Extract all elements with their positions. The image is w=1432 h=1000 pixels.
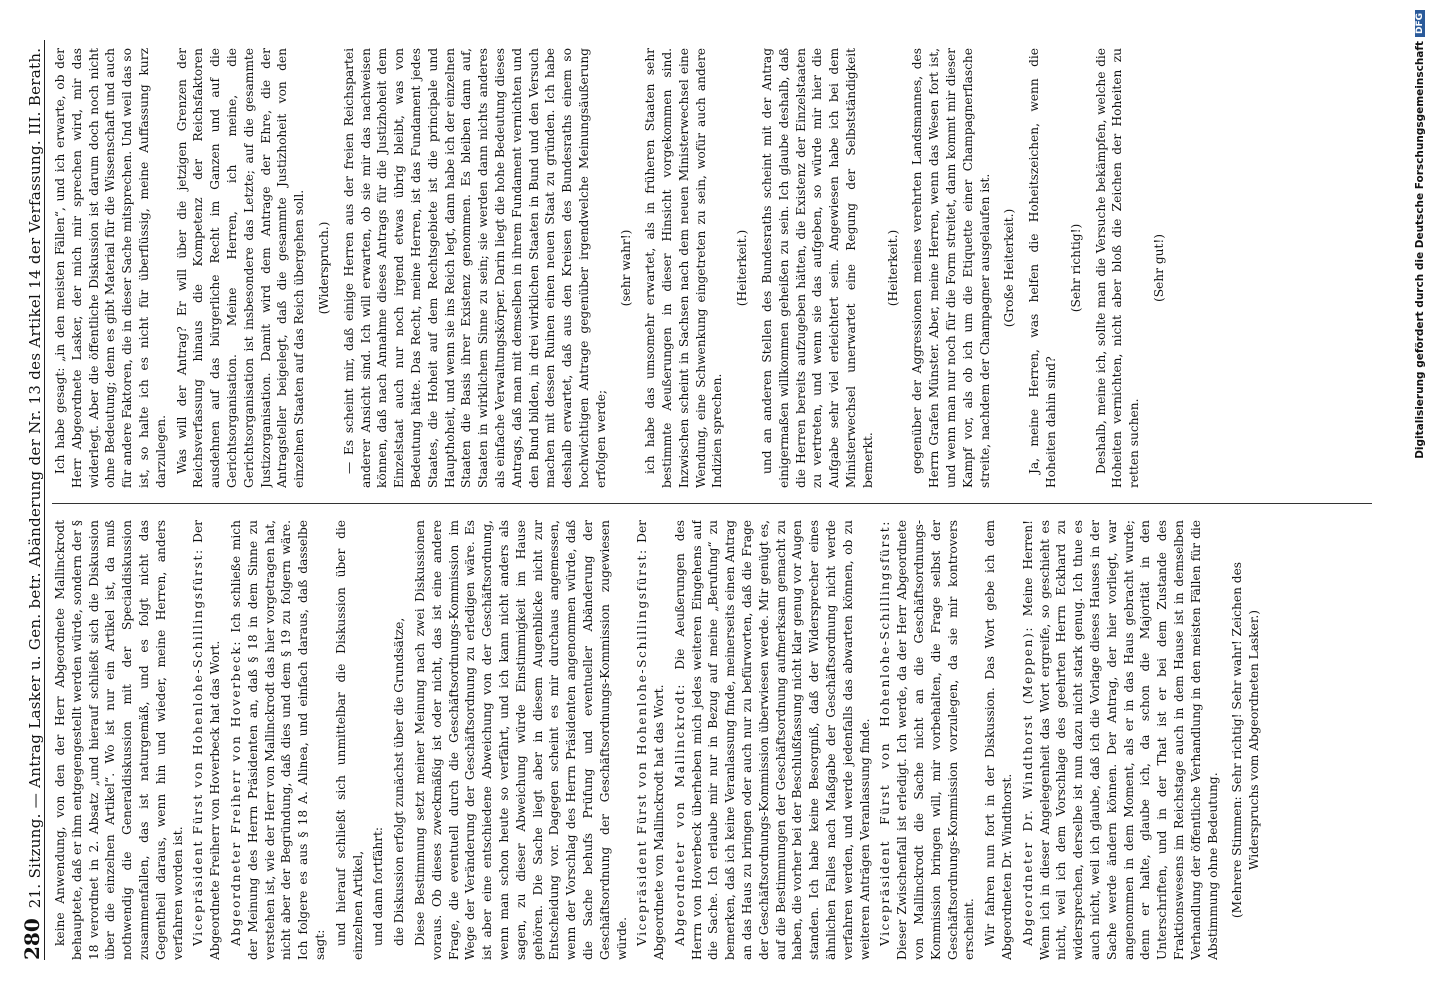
speech-text: Der Abgeordnete Freiherr von Hoverbeck hat das Wort. bbox=[191, 520, 223, 960]
reaction-text: (Mehrere Stimmen: Sehr richtig! Sehr wahr! Zeichen des Widerspruchs vom Abgeordneten Lasker.) bbox=[1230, 561, 1262, 919]
speaker-name: Vicepräsident Fürst von Hohenlohe-Schillingsfürst: bbox=[191, 542, 206, 946]
speech-text: Die Aeußerungen des Herrn von Hoverbeck überheben mich jedes weiteren Eingehens auf die Sache. Ich erlaube mir nur in Bezug auf meine „Berufung“ zu bemerken, daß ich keine Veranlassung finde, meinerseits einen Antrag an das Haus zu bringen oder auch nur zu befürworten, daß die Frage der Geschäftsordnungs-Kommission überwiesen werde. Mir genügt es, auf die Bestimmungen der Geschäftsordnung aufmerksam gemacht zu haben, die vorher bei der Beschlußfassung nicht klar genug vor Augen standen. Ich habe keine Besorgniß, daß der Widersprecher eines ähnlichen Falles nach Maßgabe der Geschäftsordnung nicht werde verfahren werden, und werde jedenfalls das abwarten können, ob zu weiteren Anträgen Veranlassung finde. bbox=[672, 520, 872, 960]
body-paragraph: Wir fahren nun fort in der Diskussion. Das Wort gebe ich dem Abgeordneten Dr. Windthorst. bbox=[983, 520, 1015, 960]
body-paragraph: — Es scheint mir, daß einige Herren aus der freien Reichspartei anderer Ansicht sind. Ich will erwarten, ob sie mir das nachweisen können, daß nach Annahme dieses Antrags für die Justizhoheit dem Einzelstaat auch nur noch irgend etwas übrig bleibt, was von Bedeutung hätte. Das Recht, meine Herren, ist das Fundament jedes Staates, die Hoheit auf dem Rechtsgebiete ist die principale und Haupthoheit, und wenn sie ins Reich legt, dann habe ich der einzelnen Staaten die Basis ihrer Existenz genommen. Es bleiben dann auf, Staaten in wirklichem Sinne zu sein; sie werden dann nichts anderes als einfache Verwaltungskörper. Darin liegt die hohe Bedeutung dieses Antrags, daß man mit demselben in ihrem Fundament vernichten und den Bund bilden, in drei wirklichen Staaten in Bund und den Versuch machen mit dessen Ruinen einen neuen Staat zu gründen. Ich habe deshalb erwartet, daß aus den Kreisen des Bundesraths einem so hochwichtigen Antrage gegenüber irgendwelche Meinungsäußerung erfolgen werde; bbox=[341, 48, 608, 488]
speaker-name: Abgeordneter von Mallinckrodt: bbox=[672, 669, 687, 946]
body-paragraph: die Diskussion erfolgt zunächst über die Grundsätze, bbox=[392, 617, 407, 946]
body-paragraph: Diese Bestimmung setzt meiner Meinung nach zwei Diskussionen voraus. Ob dieses zweckmäßig ist oder nicht, das ist eine andere Frage, die eventuell durch die Geschäftsordnungs-Kommission im Wege der Veränderung der Geschäftsordnung zu erledigen wäre. Es ist aber eine entschiedene Abweichung von der Geschäftsordnung, wenn man schon heute so verfährt, und ich kann nicht anders als sagen, zu dieser Abweichung würde Einstimmigkeit im Hause gehören. Die Sache liegt aber in diesem Augenblicke nicht zur Entscheidung vor. Dagegen scheint es mir durchaus angemessen, wenn der Vorschlag des Herrn Präsidenten angenommen würde, daß die Sache behufs Prüfung und eventueller Abänderung der Geschäftsordnung der Geschäftsordnungs-Kommission zugewiesen würde. bbox=[412, 520, 629, 960]
speaker-paragraph bbox=[877, 520, 978, 960]
running-title: 21. Sitzung. — Antrag Lasker u. Gen. betr. Abänderung der Nr. 13 des Artikel 14 der Verfassung. III. Berath. bbox=[26, 47, 44, 909]
body-paragraph: ich habe das umsomehr erwartet, als in früheren Staaten sehr bestimmte Aeußerungen in dieser Hinsicht vorgekommen sind. Inzwischen scheint in Sachsen nach dem neuen Ministerwechsel eine Wendung, eine Schwenkung eingetreten zu sein, wofür auch andere Indizien sprechen. bbox=[643, 48, 725, 488]
reaction-note bbox=[1229, 520, 1263, 960]
column-divider bbox=[52, 503, 1372, 504]
reaction-text: (Heiterkeit.) bbox=[735, 229, 750, 307]
speaker-paragraph bbox=[1020, 520, 1222, 960]
reaction-text: (Sehr gut!) bbox=[1152, 233, 1167, 303]
body-paragraph: und dann fortfährt: bbox=[371, 826, 386, 946]
reaction-text: (Widerspruch.) bbox=[316, 221, 331, 315]
side-margin bbox=[1404, 0, 1432, 1000]
reaction-text: (Große Heiterkeit.) bbox=[1002, 208, 1017, 328]
reaction-text: (Heiterkeit.) bbox=[885, 229, 900, 307]
reaction-note bbox=[618, 48, 635, 488]
body-paragraph: und hierauf schließt sich unmittelbar die Diskussion über die einzelnen Artikel, bbox=[333, 520, 365, 960]
speaker-paragraph bbox=[190, 520, 224, 960]
speaker-paragraph bbox=[228, 520, 329, 960]
body-paragraph: Ich habe gesagt: „in den meisten Fällen“, und ich erwarte, ob der Herr Abgeordnete Lasker, der mich mir sprechen wird, mir das widerlegt. Aber die öffentliche Diskussion ist darum doch noch nicht ohne Bedeutung; denn es gibt Material für die Wissenschaft und auch für andere Faktoren, die in dieser Sache mitsprechen. Und weil das so ist, so halte ich es nicht für überflüssig, meine Auffassung kurz darzulegen. bbox=[53, 48, 168, 488]
body-paragraph: und an anderen Stellen des Bundesraths scheint mit der Antrag einigermaßen willkommen geheißen zu sein. Ich glaube deshalb, daß die Herren bereits aufzugeben hätten, die Existenz der Einzelstaaten zu vertreten, und wenn sie das aufgeben, so würde mir hier die Aufgabe sehr viel erleichtert sein. Angewiesen habe ich bei dem Ministerwechsel unerwartet eine Regung der Selbstständigkeit bemerkt. bbox=[760, 48, 875, 488]
page-header bbox=[14, 40, 45, 960]
reaction-note bbox=[1001, 48, 1018, 488]
speaker-paragraph bbox=[672, 520, 874, 960]
dfg-logo: DFG bbox=[1415, 10, 1425, 37]
speaker-name: Vicepräsident Fürst von Hohenlohe-Schillingsfürst: bbox=[635, 542, 650, 946]
reaction-note bbox=[1151, 48, 1168, 488]
left-column bbox=[52, 520, 1382, 960]
speaker-name: Vicepräsident Fürst von Hohenlohe-Schillingsfürst: bbox=[878, 520, 893, 946]
speech-text: Ich schließe mich der Meinung des Herrn Präsidenten an, daß § 18 in dem Sinne zu verstehen ist, wie der Herr von Mallinckrodt das hier vorgetragen hat, nicht aber der Begründung, daß dies und dem § 19 zu folgern wäre. Ich folgere es aus § 18 A. Alinea, und einfach daraus, daß dasselbe sagt: bbox=[228, 520, 327, 960]
reaction-note bbox=[1068, 48, 1085, 488]
reaction-text: (sehr wahr!) bbox=[618, 229, 633, 307]
body-paragraph: keine Anwendung, von den der Herr Abgeordnete Mallinckrodt behauptete, daß er ihm entgegengestellt werden würde, sondern der § 18 verordnet in 2. Absatz „und hierauf schließt sich die Diskussion über die einzelnen Artikel“. Wo ist nur ein Artikel ist, da muß nothwendig die Generaldiskussion mit der Specialdiskussion zusammenfallen, das ist naturgemäß, und es folgt nicht das Gegentheil daraus, wenn hin und wieder, meine Herren, anders verfahren worden ist. bbox=[53, 520, 185, 960]
body-paragraph: Ja, meine Herren, was helfen die Hoheitszeichen, wenn die Hoheiten dahin sind? bbox=[1027, 48, 1059, 488]
reaction-note bbox=[734, 48, 751, 488]
digitization-credit bbox=[1406, 0, 1432, 1000]
speaker-name: Abgeordneter Dr. Windthorst (Meppen): bbox=[1020, 616, 1035, 946]
speaker-paragraph bbox=[634, 520, 668, 960]
speech-text: Meine Herren! Wenn ich in dieser Angelegenheit das Wort ergreife, so geschieht es nicht, weil ich dem Vorschlage des geehrten Herrn Eckhard zu widersprechen, derselbe ist nun dazu nicht stark genug. Ich thue es auch nicht, weil ich glaube, daß ich die Vorlage dieses Hauses in der Sache werde ändern können. Der Antrag, der hier vorliegt, war angenommen in dem Moment, als er in das Haus gebracht wurde; denn er halte, glaube ich, da schon die Majorität in den Unterschriften, und in der That ist er bei dem Zustande des Fraktionswesens im Reichstage auch in dem Hause ist in demselben Verhandlung der öffentliche Verhandlung in den meisten Fällen für die Abstimmung ohne Bedeutung. bbox=[1020, 520, 1220, 960]
right-column bbox=[52, 48, 1382, 488]
speech-text: Dieser Zwischenfall ist erledigt. Ich werde, da der Herr Abgeordnete von Mallinckrodt die Sache nicht an die Geschäftsordnungs-Kommission bringen will, mir vorbehalten, die Frage selbst der Geschäftsordnungs-Kommission vorzulegen, da sie mir kontrovers erscheint. bbox=[895, 520, 977, 960]
speaker-name: Abgeordneter Freiherr von Hoverbeck: bbox=[228, 632, 243, 946]
page-number: 280 bbox=[20, 918, 44, 960]
body-paragraph: Deshalb, meine ich, sollte man die Versuche bekämpfen, welche die Hoheiten vernichten, nicht aber bloß die Zeichen der Hoheiten zu retten suchen. bbox=[1093, 48, 1142, 488]
reaction-note bbox=[316, 48, 333, 488]
body-paragraph: gegenüber der Aggressionen meines verehrten Landsmannes, des Herrn Grafen Münster. Aber, meine Herren, wenn das Wesen fort ist, und wenn man nur noch für die Form streitet, dann kommt mir dieser Kampf vor, als ob ich um die Etiquette einer Champagnerflasche streite, nachdem der Champagner ausgelaufen ist. bbox=[910, 48, 992, 488]
credit-text: Digitalisierung gefördert durch die Deutsche Forschungsgemeinschaft bbox=[1414, 41, 1426, 459]
reaction-text: (Sehr richtig!) bbox=[1068, 223, 1083, 313]
body-paragraph: Was will der Antrag? Er will über die jetzigen Grenzen der Reichsverfassung hinaus die Kompetenz der Reichsfaktoren ausdehnen auf das bürgerliche Recht im Ganzen und auf die Gerichtsorganisation. Meine Herren, ich meine, die Gerichtsorganisation ist insbesondere das Letzte; auf die gesammte Justizorganisation. Damit wird dem Antrage der Ehre, die der Antragsteller beigelegt, daß die gesammte Justizhoheit von den einzelnen Staaten auf das Reich übergehen soll. bbox=[174, 48, 307, 488]
reaction-note bbox=[885, 48, 902, 488]
speech-text: Der Abgeordnete von Mallinckrodt hat das Wort. bbox=[635, 520, 667, 960]
